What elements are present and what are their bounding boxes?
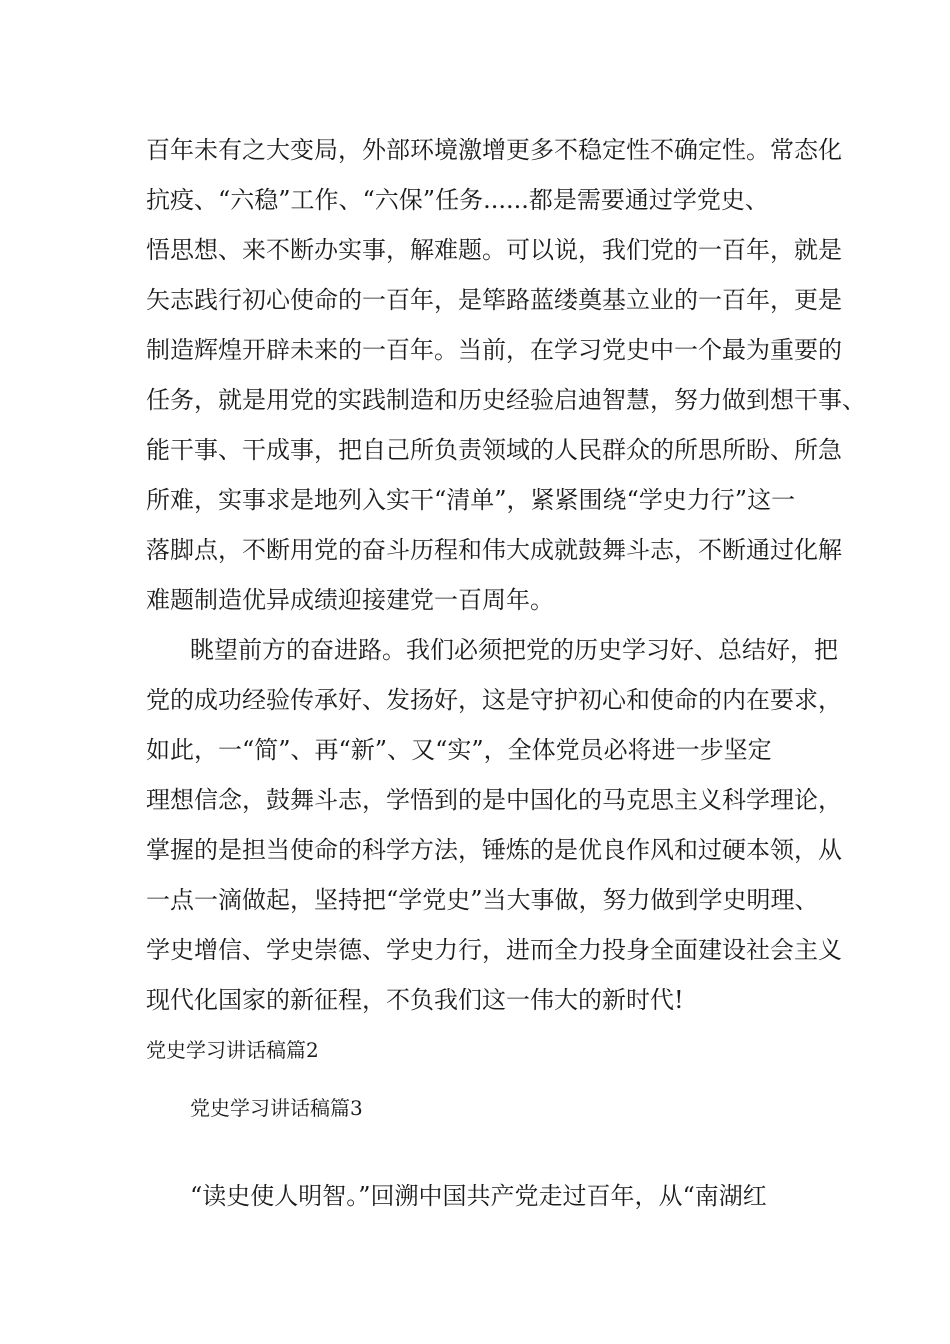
paragraph-2-line-5: 掌握的是担当使命的科学方法，锤炼的是优良作风和过硬本领，从	[146, 836, 842, 864]
paragraph-1-line-5: 制造辉煌开辟未来的一百年。当前，在学习党史中一个最为重要的	[146, 336, 842, 364]
paragraph-1-line-8: 所难，实事求是地列入实干“清单”，紧紧围绕“学史力行”这一	[146, 486, 796, 514]
paragraph-2-line-6: 一点一滴做起，坚持把“学党史”当大事做，努力做到学史明理、	[146, 886, 819, 914]
paragraph-1-line-1: 百年未有之大变局，外部环境激增更多不稳定性不确定性。常态化	[146, 136, 842, 164]
paragraph-2-line-2: 党的成功经验传承好、发扬好，这是守护初心和使命的内在要求，	[146, 686, 842, 714]
paragraph-2-line-4: 理想信念，鼓舞斗志，学悟到的是中国化的马克思主义科学理论，	[146, 786, 842, 814]
paragraph-2-line-8: 现代化国家的新征程，不负我们这一伟大的新时代!	[146, 986, 684, 1014]
paragraph-2-line-7: 学史增信、学史崇德、学史力行，进而全力投身全面建设社会主义	[146, 936, 842, 964]
paragraph-3-line-1: “读史使人明智。”回溯中国共产党走过百年，从“南湖红	[190, 1182, 767, 1210]
paragraph-1-line-2: 抗疫、“六稳”工作、“六保”任务......都是需要通过学党史、	[146, 186, 769, 214]
paragraph-1-line-9: 落脚点，不断用党的奋斗历程和伟大成就鼓舞斗志，不断通过化解	[146, 536, 842, 564]
paragraph-1-line-6: 任务，就是用党的实践制造和历史经验启迪智慧，努力做到想干事、	[146, 386, 866, 414]
heading-part-3: 党史学习讲话稿篇3	[190, 1096, 363, 1120]
paragraph-1-line-7: 能干事、干成事，把自己所负责领域的人民群众的所思所盼、所急	[146, 436, 842, 464]
paragraph-1-line-4: 矢志践行初心使命的一百年，是筚路蓝缕奠基立业的一百年，更是	[146, 286, 842, 314]
paragraph-2-line-3: 如此，一“简”、再“新”、又“实”，全体党员必将进一步坚定	[146, 736, 772, 764]
paragraph-1-line-10: 难题制造优异成绩迎接建党一百周年。	[146, 586, 554, 614]
paragraph-1-line-3: 悟思想、来不断办实事，解难题。可以说，我们党的一百年，就是	[146, 236, 842, 264]
heading-part-2: 党史学习讲话稿篇2	[146, 1038, 319, 1062]
paragraph-2-line-1: 眺望前方的奋进路。我们必须把党的历史学习好、总结好，把	[190, 636, 838, 664]
